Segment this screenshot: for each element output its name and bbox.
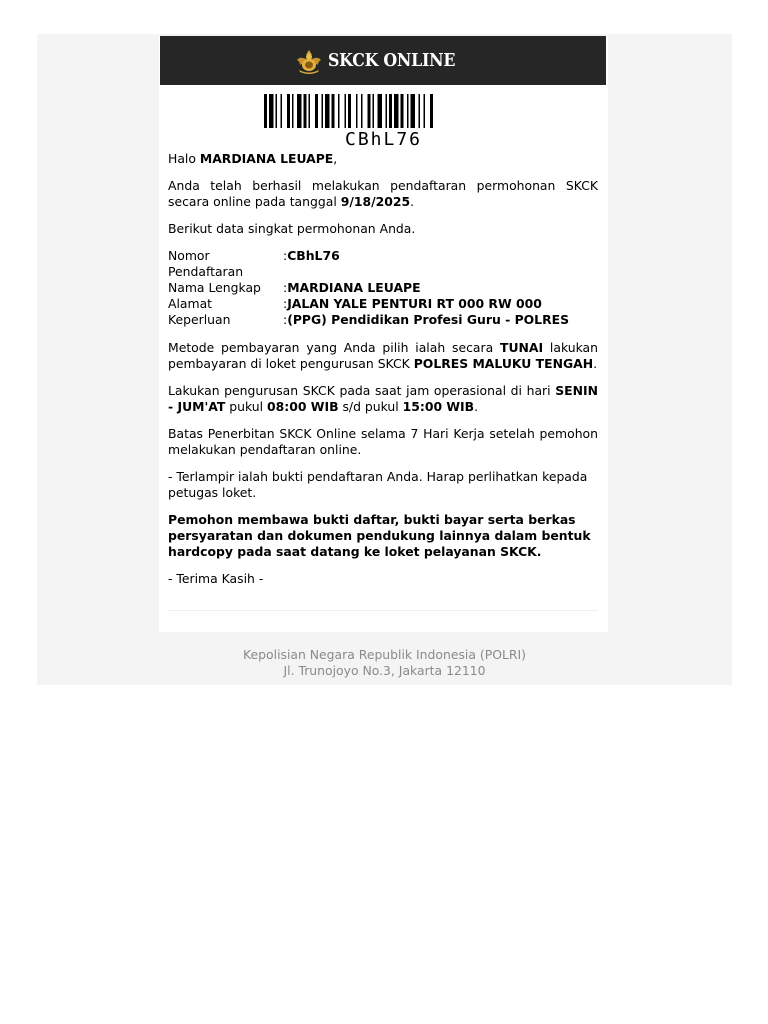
barcode-bar (345, 94, 347, 128)
barcode-bar (424, 94, 426, 128)
requirements-paragraph: Pemohon membawa bukti daftar, bukti bayar serta berkas persyaratan dan dokumen pendukung lainnya dalam bentuk hardcopy pada saat datang ke loket pelayanan SKCK. (168, 512, 591, 559)
greeting: Halo MARDIANA LEUAPE, (168, 151, 338, 166)
barcode (264, 94, 502, 128)
barcode-bar (332, 94, 335, 128)
barcode-bar (373, 94, 375, 128)
footer (37, 647, 732, 679)
registration-details (168, 248, 569, 328)
summary-label: Berikut data singkat permohonan Anda. (168, 221, 416, 236)
barcode-bar (264, 94, 267, 128)
barcode-bar (292, 94, 294, 128)
detail-row: Alamat :JALAN YALE PENTURI RT 000 RW 000 (168, 296, 542, 311)
barcode-bar (407, 94, 409, 128)
closing-text: - Terima Kasih - (168, 571, 264, 586)
deadline-paragraph: Batas Penerbitan SKCK Online selama 7 Hari Kerja setelah pemohon melakukan pendaftaran online. (168, 426, 598, 457)
email-background (37, 34, 732, 685)
barcode-bar (411, 94, 416, 128)
schedule-end: 15:00 WIB (402, 399, 475, 414)
barcode-bar (430, 94, 433, 128)
barcode-bar (338, 94, 340, 128)
detail-value: (PPG) Pendidikan Profesi Guru - POLRES (287, 312, 570, 327)
detail-row: Nama Lengkap :MARDIANA LEUAPE (168, 280, 421, 295)
barcode-bar (419, 94, 421, 128)
barcode-bar (297, 94, 302, 128)
detail-row: Nomor Pendaftaran :CBhL76 (168, 248, 340, 279)
intro-paragraph: Anda telah berhasil melakukan pendaftaran permohonan SKCK secara online pada tanggal 9/18/2025. (168, 178, 598, 209)
attachment-paragraph: - Terlampir ialah bukti pendaftaran Anda. Harap perlihatkan kepada petugas loket. (168, 469, 588, 500)
barcode-bar (348, 94, 351, 128)
brand-title: SKCK ONLINE (327, 50, 455, 71)
barcode-bar (368, 94, 371, 128)
barcode-bar (386, 94, 388, 128)
detail-row: Keperluan :(PPG) Pendidikan Profesi Guru - POLRES (168, 312, 570, 327)
barcode-bar (378, 94, 383, 128)
schedule-paragraph: Lakukan pengurusan SKCK pada saat jam operasional di hari SENIN - JUM'AT pukul 08:00 WIB s/d pukul 15:00 WIB. (168, 383, 598, 414)
email-body (168, 151, 598, 598)
barcode-bar (281, 94, 283, 128)
barcode-bar (322, 94, 324, 128)
barcode-bar (401, 94, 404, 128)
detail-label: Alamat (168, 296, 213, 311)
schedule-days: SENIN - JUM'AT (168, 383, 598, 414)
registration-date: 9/18/2025 (340, 194, 411, 209)
recipient-name: MARDIANA LEUAPE (199, 151, 334, 166)
detail-label: Keperluan (168, 312, 231, 327)
footer-address: Jl. Trunojoyo No.3, Jakarta 12110 (283, 663, 486, 678)
barcode-bar (315, 94, 318, 128)
detail-label: Nomor Pendaftaran (168, 248, 244, 279)
schedule-start: 08:00 WIB (267, 399, 339, 414)
detail-label: Nama Lengkap (168, 280, 261, 295)
barcode-bar (309, 94, 311, 128)
barcode-bar (287, 94, 290, 128)
payment-office: POLRES MALUKU TENGAH (413, 356, 594, 371)
detail-value: JALAN YALE PENTURI RT 000 RW 000 (287, 296, 542, 311)
barcode-bar (269, 94, 274, 128)
barcode-bar (356, 94, 358, 128)
payment-method: TUNAI (500, 340, 544, 355)
barcode-bar (389, 94, 392, 128)
email-card (159, 36, 608, 632)
barcode-bar (361, 94, 363, 128)
barcode-bar (304, 94, 307, 128)
brand (294, 48, 472, 74)
footer-org: Kepolisian Negara Republik Indonesia (POLRI) (243, 647, 526, 662)
detail-value: MARDIANA LEUAPE (287, 280, 421, 295)
barcode-bar (276, 94, 278, 128)
header-bar (160, 36, 606, 85)
payment-paragraph: Metode pembayaran yang Anda pilih ialah secara TUNAI lakukan pembayaran di loket pengurusan SKCK POLRES MALUKU TENGAH. (168, 340, 598, 371)
divider (168, 610, 598, 611)
detail-value: CBhL76 (287, 248, 340, 263)
barcode-code: CBhL76 (344, 129, 423, 150)
barcode-bar (325, 94, 330, 128)
barcode-bar (394, 94, 399, 128)
polri-emblem-icon (294, 48, 324, 74)
